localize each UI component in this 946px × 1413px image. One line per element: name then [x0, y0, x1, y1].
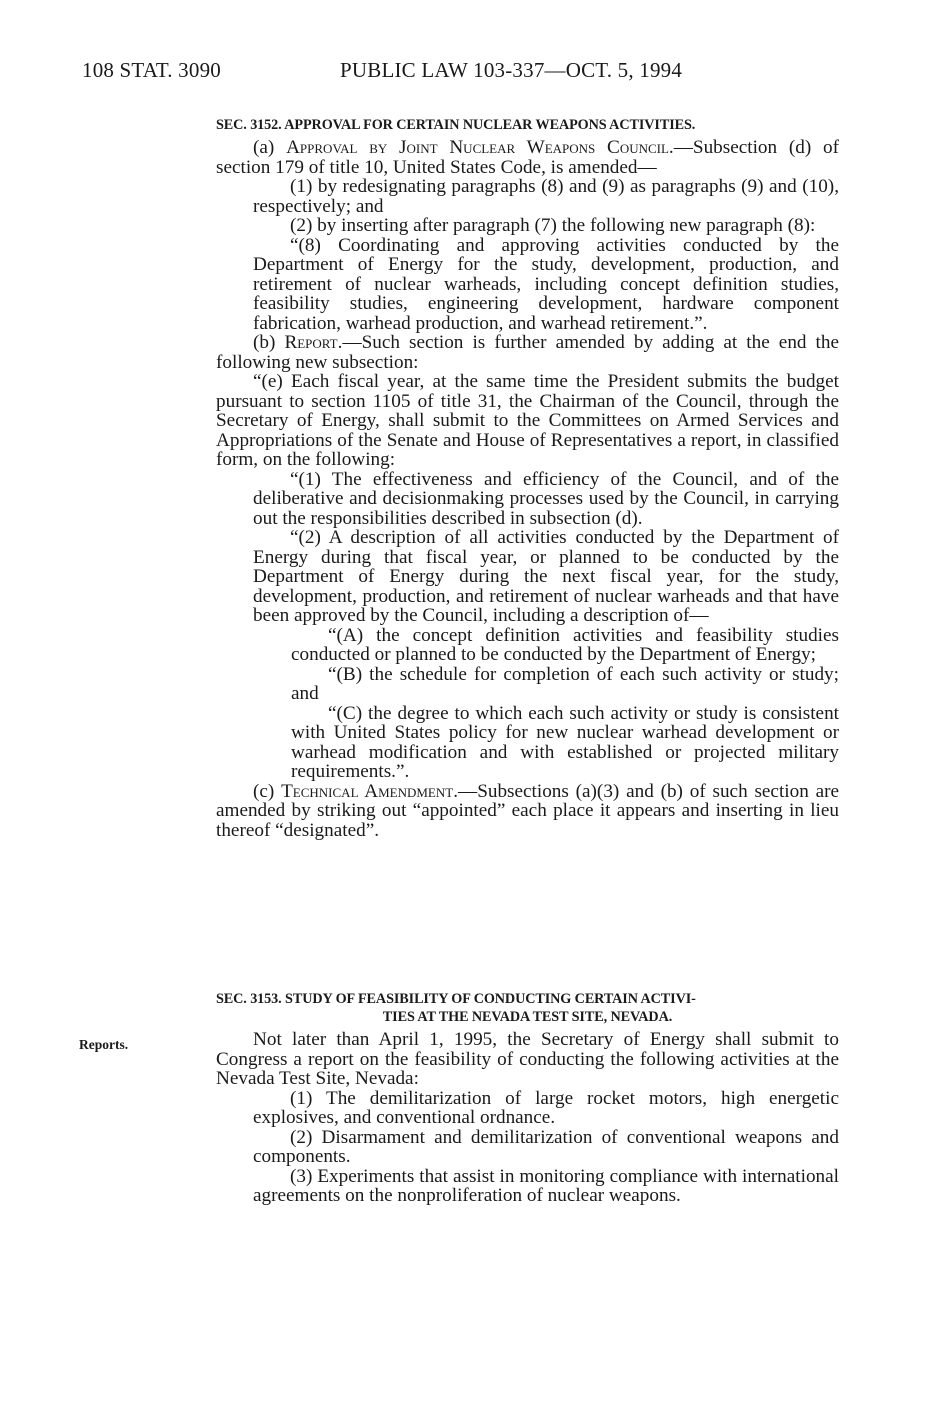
section-3152-heading: SEC. 3152. APPROVAL FOR CERTAIN NUCLEAR WEAPONS ACTIVITIES. — [216, 117, 696, 133]
margin-note-reports: Reports. — [79, 1037, 129, 1052]
section-3152-body — [216, 138, 839, 840]
subsection-a-caption: Approval by Joint Nuclear Weapons Council. — [286, 137, 674, 158]
section-3153-intro: Not later than April 1, 1995, the Secretary of Energy shall submit to Congress a report on the feasibility of conducting the following activities at the Nevada Test Site, Nevada: — [216, 1029, 839, 1089]
quoted-subparagraph-A: “(A) the concept definition activities and feasibility studies conducted or planned to be conducted by the Department of Energy; — [291, 624, 839, 665]
quoted-subparagraph-C: “(C) the degree to which each such activity or study is consistent with United States policy for new nuclear warhead development or warhead modification and with established or projected military requirements.”. — [291, 702, 839, 782]
subsection-b: (b) Report.—Such section is further amended by adding at the end the following new subsection: — [216, 332, 840, 373]
subsection-c: (c) Technical Amendment.—Subsections (a)(3) and (b) of such section are amended by striking out “appointed” each place it appears and inserting in lieu thereof “designated”. — [216, 780, 839, 841]
paragraph-a1: (1) by redesignating paragraphs (8) and (9) as paragraphs (9) and (10), respectively; and — [253, 176, 839, 217]
section-3153-item-1: (1) The demilitarization of large rocket motors, high energetic explosives, and conventional ordnance. — [253, 1087, 839, 1128]
quoted-subsection-e: “(e) Each fiscal year, at the same time the President submits the budget pursuant to section 1105 of title 31, the Chairman of the Council, through the Secretary of Energy, shall submit to the Committees on Armed Services and Appropriations of the Senate and House of Representatives a report, in classified form, on the following: — [216, 371, 839, 470]
public-law-citation: PUBLIC LAW 103-337—OCT. 5, 1994 — [340, 58, 683, 82]
quoted-paragraph-e2: “(2) A description of all activities conducted by the Department of Energy during that fiscal year, or planned to be conducted by the Department of Energy during the next fiscal year, for the study, development, production, and retirement of nuclear warheads and that have been approved by the Council, including a description of— — [253, 527, 839, 626]
section-3153-heading-line2: TIES AT THE NEVADA TEST SITE, NEVADA. — [382, 1009, 673, 1025]
quoted-paragraph-e1: “(1) The effectiveness and efficiency of the Council, and of the deliberative and decisionmaking processes used by the Council, in carrying out the responsibilities described in subsection (d). — [253, 468, 839, 529]
statute-page-number: 108 STAT. 3090 — [82, 58, 221, 82]
quoted-subparagraph-B: “(B) the schedule for completion of each such activity or study; and — [291, 663, 839, 704]
section-3153-heading — [216, 990, 839, 1026]
subsection-b-caption: Report. — [284, 332, 343, 353]
section-3153-item-3: (3) Experiments that assist in monitoring compliance with international agreements on the nonproliferation of nuclear weapons. — [253, 1165, 839, 1206]
section-3153-heading-line1: SEC. 3153. STUDY OF FEASIBILITY OF CONDUCTING CERTAIN ACTIVI- — [216, 991, 696, 1007]
section-3153-item-2: (2) Disarmament and demilitarization of conventional weapons and components. — [253, 1126, 839, 1167]
page-header — [82, 58, 872, 88]
subsection-a: (a) Approval by Joint Nuclear Weapons Council.—Subsection (d) of section 179 of title 10, United States Code, is amended— — [216, 137, 839, 178]
section-3153-body — [216, 1030, 839, 1206]
subsection-c-caption: Technical Amendment. — [281, 780, 458, 802]
paragraph-a2: (2) by inserting after paragraph (7) the following new paragraph (8): — [290, 215, 816, 236]
quoted-paragraph-8: “(8) Coordinating and approving activities conducted by the Department of Energy for the study, development, production, and retirement of nuclear warheads, including concept definition studies, feasibility studies, engineering development, hardware component fabrication, warhead production, and warhead retirement.”. — [253, 234, 839, 334]
